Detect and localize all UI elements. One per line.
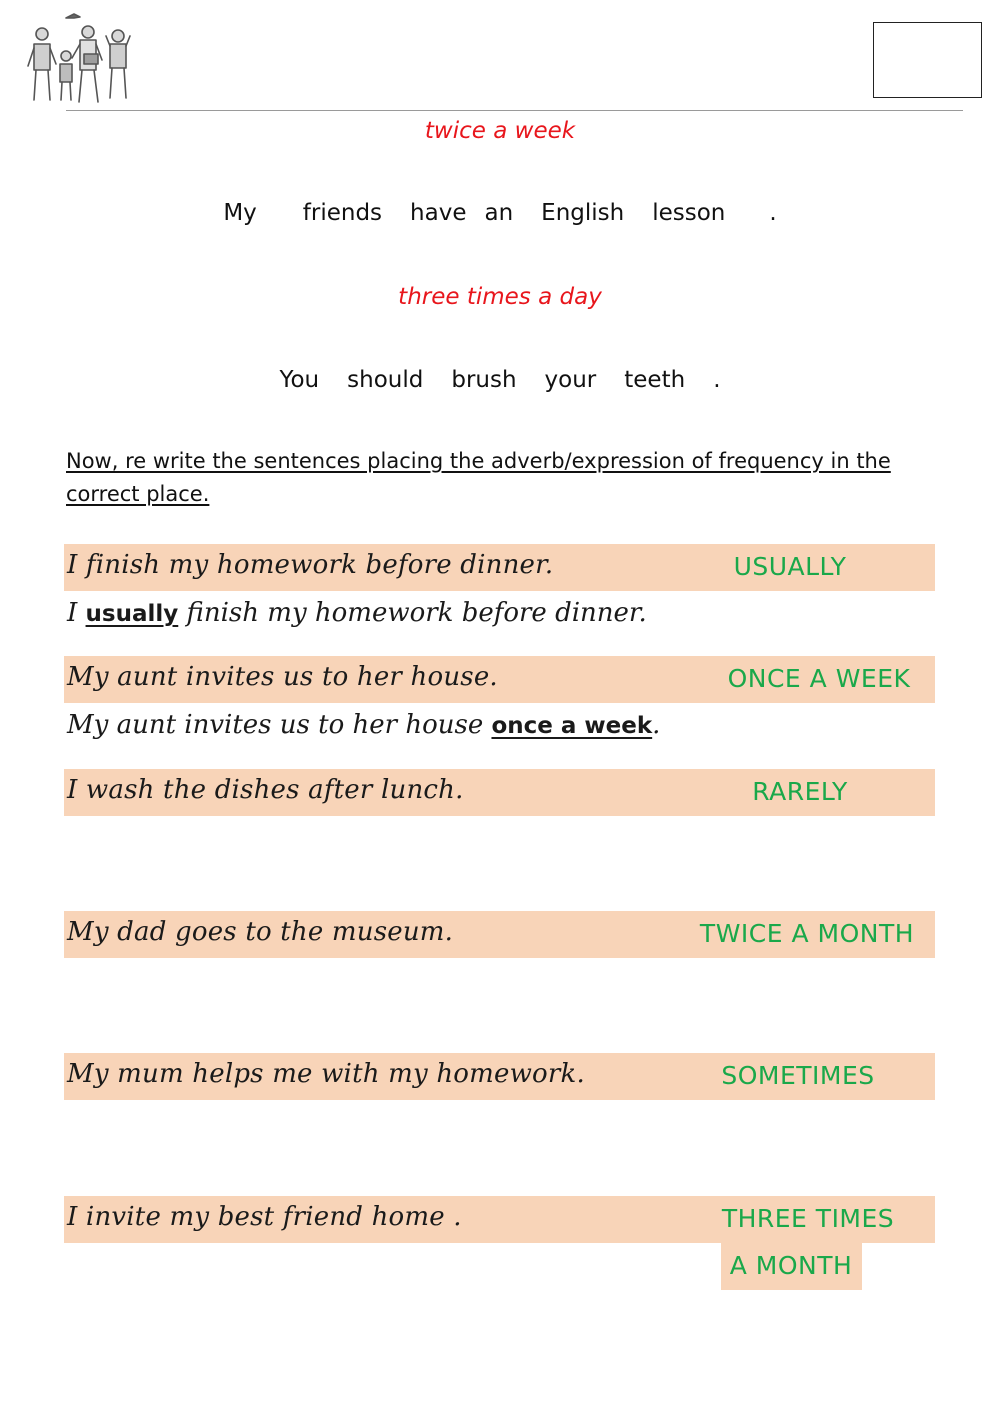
- exercise-sentence: My aunt invites us to her house.: [67, 662, 498, 692]
- word-tile[interactable]: .: [769, 200, 777, 226]
- answer-area[interactable]: [64, 822, 935, 902]
- instruction-text: Now, re write the sentences placing the adverb/expression of frequency in the correct place.: [66, 449, 891, 506]
- word-tile[interactable]: have: [410, 200, 467, 226]
- answer-text: I: [67, 598, 86, 628]
- word-row-1: [0, 200, 1000, 226]
- adverb-label: RARELY: [752, 777, 848, 806]
- exercise-sentence: I invite my best friend home .: [67, 1202, 462, 1232]
- word-tile[interactable]: .: [713, 367, 721, 393]
- word-tile[interactable]: English: [541, 200, 625, 226]
- exercise-sentence: I wash the dishes after lunch.: [67, 775, 464, 805]
- answer-text: .: [652, 710, 661, 740]
- people-group-illustration-icon: [22, 10, 140, 106]
- word-tile[interactable]: lesson: [652, 200, 726, 226]
- word-tile[interactable]: should: [347, 367, 424, 393]
- frequency-prompt-2: three times a day: [398, 284, 602, 310]
- adverb-label: SOMETIMES: [721, 1061, 875, 1090]
- word-tile[interactable]: teeth: [624, 367, 686, 393]
- answer-area[interactable]: [64, 1298, 935, 1378]
- exercise-sentence: My mum helps me with my homework.: [67, 1059, 585, 1089]
- answer-text: finish my homework before dinner.: [178, 598, 647, 628]
- exercise-sentence: I finish my homework before dinner.: [67, 550, 554, 580]
- answer-text: My aunt invites us to her house: [67, 710, 492, 740]
- frequency-prompt-1: twice a week: [424, 118, 576, 144]
- word-tile[interactable]: brush: [451, 367, 517, 393]
- adverb-label: ONCE A WEEK: [727, 664, 911, 693]
- exercise-sentence: My dad goes to the museum.: [67, 917, 454, 947]
- answer-area[interactable]: [64, 964, 935, 1044]
- header-divider: [66, 110, 963, 111]
- answer-line[interactable]: [67, 598, 647, 628]
- answer-score-box: [873, 22, 982, 98]
- answer-line[interactable]: [67, 710, 660, 740]
- adverb-label: THREE TIMES: [721, 1204, 895, 1233]
- adverb-label: USUALLY: [733, 552, 847, 581]
- word-tile[interactable]: friends: [302, 200, 383, 226]
- adverb-label-continued: A MONTH: [729, 1251, 853, 1280]
- adverb-label: TWICE A MONTH: [699, 919, 915, 948]
- word-tile[interactable]: your: [544, 367, 597, 393]
- answer-adverb: usually: [85, 601, 179, 627]
- word-row-2: [0, 367, 1000, 393]
- word-tile[interactable]: an: [484, 200, 514, 226]
- word-tile[interactable]: You: [279, 367, 320, 393]
- word-tile[interactable]: My: [223, 200, 257, 226]
- answer-adverb: once a week: [491, 713, 653, 739]
- answer-area[interactable]: [64, 1106, 935, 1186]
